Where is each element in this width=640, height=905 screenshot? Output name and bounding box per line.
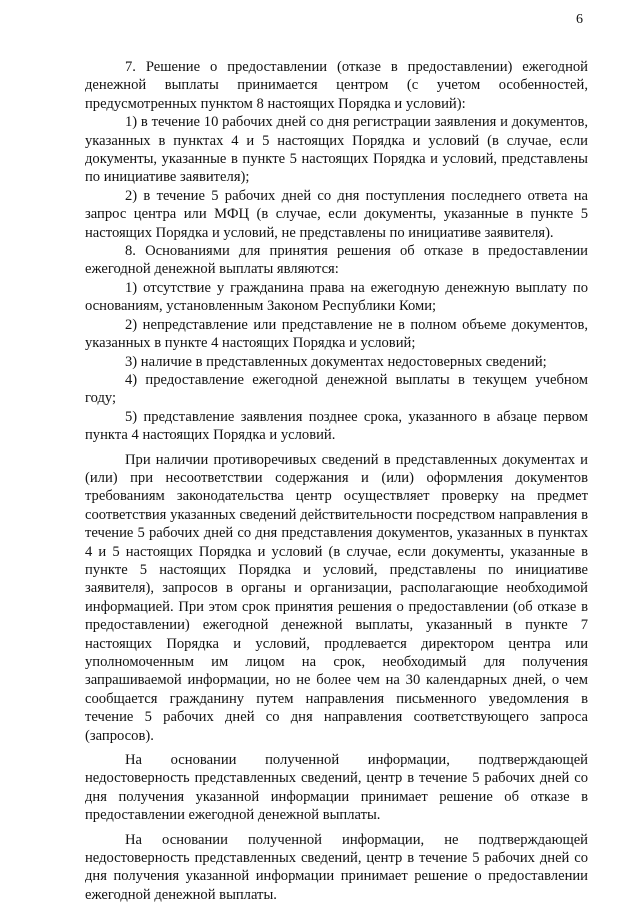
- paragraph-8-item-2: 2) непредставление или представление не в полном объеме документов, указанных в пункте 4 настоящих Порядка и условий;: [85, 316, 588, 352]
- paragraph-8-intro: 8. Основаниями для принятия решения об отказе в предоставлении ежегодной денежной выплаты являются:: [85, 243, 588, 278]
- paragraph-refusal-decision: На основании полученной информации, подтверждающей недостоверность представленных сведений, центр в течение 5 рабочих дней со дня получения указанной информации принимает решение об отказе в предоставлении ежегодной денежной выплаты.: [85, 752, 588, 824]
- paragraph-approval-decision: На основании полученной информации, не подтверждающей недостоверность представленных сведений, центр в течение 5 рабочих дней со дня получения указанной информации принимает решение о предоставлении ежегодной денежной выплаты.: [85, 831, 588, 903]
- paragraph-8-item-4: 4) предоставление ежегодной денежной выплаты в текущем учебном году;: [85, 371, 588, 407]
- paragraph-7-intro: 7. Решение о предоставлении (отказе в предоставлении) ежегодной денежной выплаты принимается центром (с учетом особенностей, предусмотренных пунктом 8 настоящих Порядка и условий):: [85, 59, 588, 112]
- paragraph-8-item-5: 5) представление заявления позднее срока, указанного в абзаце первом пункта 4 настоящих Порядка и условий.: [85, 408, 588, 444]
- paragraph-8-item-3: 3) наличие в представленных документах недостоверных сведений;: [125, 353, 547, 370]
- paragraph-7-item-1: 1) в течение 10 рабочих дней со дня регистрации заявления и документов, указанных в пунктах 4 и 5 настоящих Порядка и условий (в случае, если документы, указанные в пункте 5 настоящих Порядка и условий, представлены по инициативе заявителя);: [85, 114, 588, 186]
- paragraph-verification: При наличии противоречивых сведений в представленных документах и (или) при несоответствии содержания и (или) оформления документов требованиям законодательства центр осуществляет проверку на предмет соответствия указанных сведений действительности посредством направления в течение 5 рабочих дней со дня представления документов, указанных в пунктах 4 и 5 настоящих Порядка и условий (в случае, если документы, указанные в пункте 5 настоящих Порядка и условий, представлены по инициативе заявителя), запросов в органы и организации, располагающие необходимой информацией. При этом срок принятия решения о предоставлении (об отказе в предоставлении) ежегодной денежной выплаты, указанный в пункте 7 настоящих Порядка и условий, продлевается директором центра или уполномоченным им лицом на срок, необходимый для получения запрашиваемой информации, но не более чем на 30 календарных дней, о чем сообщается гражданину путем направления письменного уведомления в течение 5 рабочих дней со дня направления соответствующего запроса (запросов).: [85, 451, 588, 744]
- paragraph-8-item-1: 1) отсутствие у гражданина права на ежегодную денежную выплату по основаниям, установленным Законом Республики Коми;: [85, 279, 588, 315]
- paragraph-7-item-2: 2) в течение 5 рабочих дней со дня поступления последнего ответа на запрос центра или МФЦ (в случае, если документы, указанные в пункте 5 настоящих Порядка и условий, не представлены по инициативе заявителя).: [85, 187, 588, 241]
- document-body: [85, 58, 588, 904]
- page-number: 6: [576, 12, 583, 27]
